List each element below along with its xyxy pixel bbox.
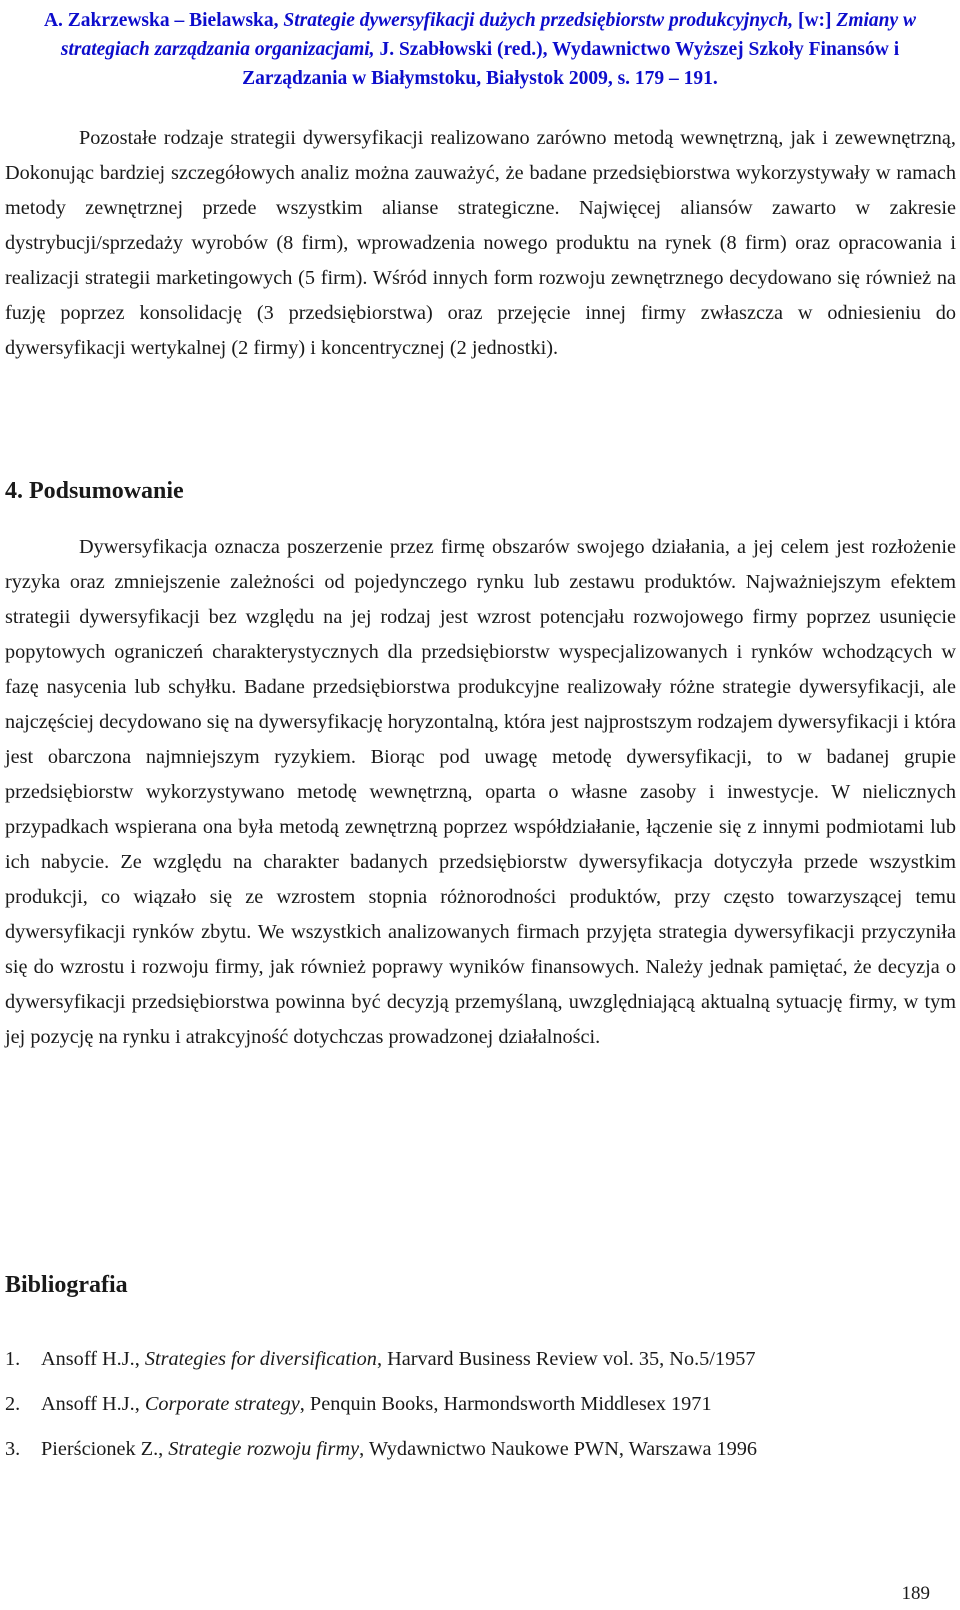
- intro-section: [5, 121, 956, 366]
- bibliography-item-author: Pierścionek Z.,: [41, 1438, 169, 1460]
- bibliography-item-number: 3.: [5, 1438, 21, 1460]
- bibliography-item-details: , Penquin Books, Harmondsworth Middlesex 1971: [299, 1393, 712, 1415]
- citation-author: A. Zakrzewska – Bielawska,: [43, 10, 284, 31]
- citation-in: [w:]: [793, 10, 837, 31]
- summary-paragraph: Dywersyfikacja oznacza poszerzenie przez firmę obszarów swojego działania, a jej celem jest rozłożenie ryzyka oraz zmniejszenie zależności od pojedynczego rynku lub zestawu produktów. Najważniejszym efektem strategii dywersyfikacji bez względu na jej rodzaj jest wzrost potencjału rozwojowego firmy poprzez usunięcie popytowych ograniczeń charakterystycznych dla przedsiębiorstw wyspecjalizowanych i rynków wchodzących w fazę nasycenia lub schyłku. Badane przedsiębiorstwa produkcyjne realizowały różne strategie dywersyfikacji, ale najczęściej decydowano się na dywersyfikację horyzontalną, która jest najprostszym rodzajem dywersyfikacji i która jest obarczona najmniejszym ryzykiem. Biorąc pod uwagę metodę dywersyfikacji, to w badanej grupie przedsiębiorstw wykorzystywano metodę wewnętrzną, oparta o własne zasoby i inwestycje. W nielicznych przypadkach wspierana ona była metodą zewnętrzną poprzez współdziałanie, łączenie się z innymi podmiotami lub ich nabycie. Ze względu na charakter badanych przedsiębiorstw dywersyfikacja dotyczyła przede wszystkim produkcji, co wiązało się ze wzrostem stopnia różnorodności produktów, przy często towarzyszącej temu dywersyfikacji rynków zbytu. We wszystkich analizowanych firmach przyjęta strategia dywersyfikacji przyczyniła się do wzrostu i rozwoju firmy, jak również poprawy wyników finansowych. Należy jednak pamiętać, że decyzja o dywersyfikacji przedsiębiorstwa powinna być decyzją przemyślaną, uwzględniającą aktualną sytuację firmy, w tym jej pozycję na rynku i atrakcyjność dotychczas prowadzonej działalności.: [5, 536, 956, 1048]
- section-heading-summary: 4. Podsumowanie: [5, 478, 184, 504]
- bibliography-item: [5, 1438, 757, 1483]
- bibliography-item-title: Corporate strategy: [144, 1393, 300, 1415]
- citation-chapter-title: Strategie dywersyfikacji dużych przedsiębiorstw produkcyjnych,: [283, 10, 794, 31]
- citation-book-title-end: strategiach zarządzania organizacjami,: [60, 39, 375, 60]
- bibliography-item-number: 2.: [5, 1393, 21, 1415]
- page-number: 189: [901, 1583, 930, 1604]
- bibliography-list: [5, 1348, 757, 1483]
- citation-editor-publisher: J. Szabłowski (red.), Wydawnictwo Wyższej Szkoły Finansów i: [374, 39, 900, 60]
- bibliography-item-details: , Harvard Business Review vol. 35, No.5/1957: [376, 1348, 756, 1370]
- citation-line-1: [8, 6, 952, 35]
- citation-line-2: [8, 35, 952, 64]
- bibliography-item: [5, 1348, 757, 1393]
- bibliography-item-title: Strategies for diversification: [144, 1348, 377, 1370]
- bibliography-item-author: Ansoff H.J.,: [41, 1348, 145, 1370]
- summary-section: [5, 530, 956, 1055]
- intro-paragraph: Pozostałe rodzaje strategii dywersyfikacji realizowano zarówno metodą wewnętrzną, jak i zewewnętrzną, Dokonując bardziej szczegółowych analiz można zauważyć, że badane przedsiębiorstwa wykorzystywały w ramach metody zewnętrznej przede wszystkim alianse strategiczne. Najwięcej aliansów zawarto w zakresie dystrybucji/sprzedaży wyrobów (8 firm), wprowadzenia nowego produktu na rynek (8 firm) oraz opracowania i realizacji strategii marketingowych (5 firm). Wśród innych form rozwoju zewnętrznego decydowano się również na fuzję poprzez konsolidację (3 przedsiębiorstwa) oraz przejęcie innej firmy zwłaszcza w odniesieniu do dywersyfikacji wertykalnej (2 firmy) i koncentrycznej (2 jednostki).: [5, 127, 956, 359]
- bibliography-item-author: Ansoff H.J.,: [41, 1393, 145, 1415]
- section-heading-bibliography: Bibliografia: [5, 1272, 128, 1298]
- citation-publisher-place: Zarządzania w Białymstoku, Białystok 2009, s. 179 – 191.: [242, 68, 718, 89]
- bibliography-item-details: , Wydawnictwo Naukowe PWN, Warszawa 1996: [359, 1438, 758, 1460]
- citation-line-3: [8, 64, 952, 93]
- bibliography-item-title: Strategie rozwoju firmy: [168, 1438, 360, 1460]
- citation-header: [8, 6, 952, 93]
- citation-book-title-start: Zmiany w: [836, 10, 917, 31]
- bibliography-item-number: 1.: [5, 1348, 21, 1370]
- bibliography-item: [5, 1393, 757, 1438]
